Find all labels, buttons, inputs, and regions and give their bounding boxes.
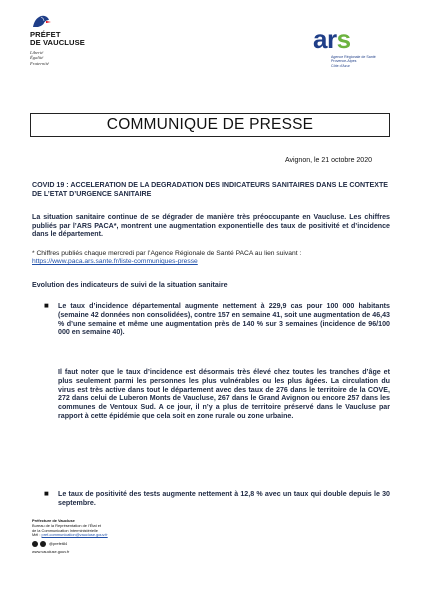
ars-subtitle-line: Agence Régionale de Santé	[331, 55, 376, 59]
prefet-logo	[30, 14, 110, 66]
footer-line: de la Communication Interministérielle	[32, 527, 98, 533]
dateline: Avignon, le 21 octobre 2020	[284, 157, 372, 164]
ars-letter-a: a	[313, 24, 327, 54]
ars-logo	[313, 26, 403, 74]
bullet-icon: ■	[44, 301, 49, 310]
section-title: Evolution des indicateurs de suivi de la situation sanitaire	[32, 281, 228, 289]
ars-subtitle-line: Provence-Alpes	[331, 59, 357, 64]
footer-line: Préfecture de Vaucluse	[32, 518, 75, 523]
devise	[30, 50, 110, 66]
incidence-paragraph: Il faut noter que le taux d’incidence est désormais très élevé chez toutes les tranches d’âge et plus seulement parmi les personnes les plus vulnérables ou les plus âgées. La circulation du virus est très active dans tout le département avec des taux de 276 dans le territoire de la COVE, 272 dans celui de Luberon Monts de Vaucluse, 267 dans le Grand Avignon ou encore 257 dans les communes de Ventoux Sud. A ce jour, il n’y a plus de territoire préservé dans le Vaucluse par rapport à cette épidémie que cela soit en zone rurale ou zone urbaine.	[58, 368, 390, 420]
prefet-title	[30, 31, 110, 48]
social-links	[32, 541, 232, 547]
footer	[32, 519, 232, 555]
ars-wordmark	[313, 26, 351, 52]
social-handle: @prefet84	[49, 540, 68, 546]
press-release-title: COMMUNIQUE DE PRESSE	[30, 113, 390, 137]
prefet-title-line: DE VAUCLUSE	[30, 38, 85, 48]
devise-line: Égalité	[30, 55, 44, 61]
facebook-icon[interactable]	[40, 541, 46, 547]
list-item	[44, 490, 390, 508]
footer-mail	[32, 533, 232, 538]
devise-line: Liberté	[30, 49, 44, 55]
ars-letter-r: r	[326, 24, 337, 54]
marianne-icon	[30, 14, 52, 28]
list-item-text: Le taux d’incidence départemental augmente nettement à 229,9 cas pour 100 000 habitants (semaine 42 données non consolidées), contre 157 en semaine 41, soit une augmentation de 46,43 % d’une semaine et même une augmentation près de 140 % sur 3 semaines (incidence de 96/100 000 en semaine 40).	[58, 302, 390, 337]
twitter-icon[interactable]	[32, 541, 38, 547]
ars-subtitle	[331, 55, 401, 68]
source-link[interactable]: https://www.paca.ars.sante.fr/liste-communiques-presse	[32, 258, 198, 266]
footer-mail-label: Mél :	[32, 532, 41, 538]
prefet-title-line: PRÉFET	[30, 30, 61, 39]
devise-line: Fraternité	[30, 60, 49, 66]
ars-subtitle-line: Côte d’Azur	[331, 63, 350, 68]
ars-letter-s: s	[336, 24, 351, 54]
document-heading: COVID 19 : ACCELERATION DE LA DEGRADATION DES INDICATEURS SANITAIRES DANS LE CONTEXTE DE L’ETAT D’URGENCE SANITAIRE	[32, 181, 389, 198]
source-note-text: * Chiffres publiés chaque mercredi par l’Agence Régionale de Santé PACA au lien suivant :	[32, 250, 302, 257]
source-note	[32, 250, 390, 266]
list-item	[44, 302, 390, 337]
list-item-text: Le taux de positivité des tests augmente nettement à 12,8 % avec un taux qui double depuis le 30 septembre.	[58, 490, 390, 507]
lead-paragraph: La situation sanitaire continue de se dégrader de manière très préoccupante en Vaucluse. Les chiffres publiés par l’ARS PACA*, montrent une augmentation exponentielle des taux de positivité et d’incidence dans le département.	[32, 213, 390, 239]
footer-mail-link[interactable]: pref-communication@vaucluse.gouv.fr	[41, 532, 108, 538]
bullet-icon: ■	[44, 489, 49, 498]
footer-website[interactable]: www.vaucluse.gouv.fr	[32, 549, 70, 555]
footer-line: Bureau de la Représentation de l’État et	[32, 522, 101, 528]
